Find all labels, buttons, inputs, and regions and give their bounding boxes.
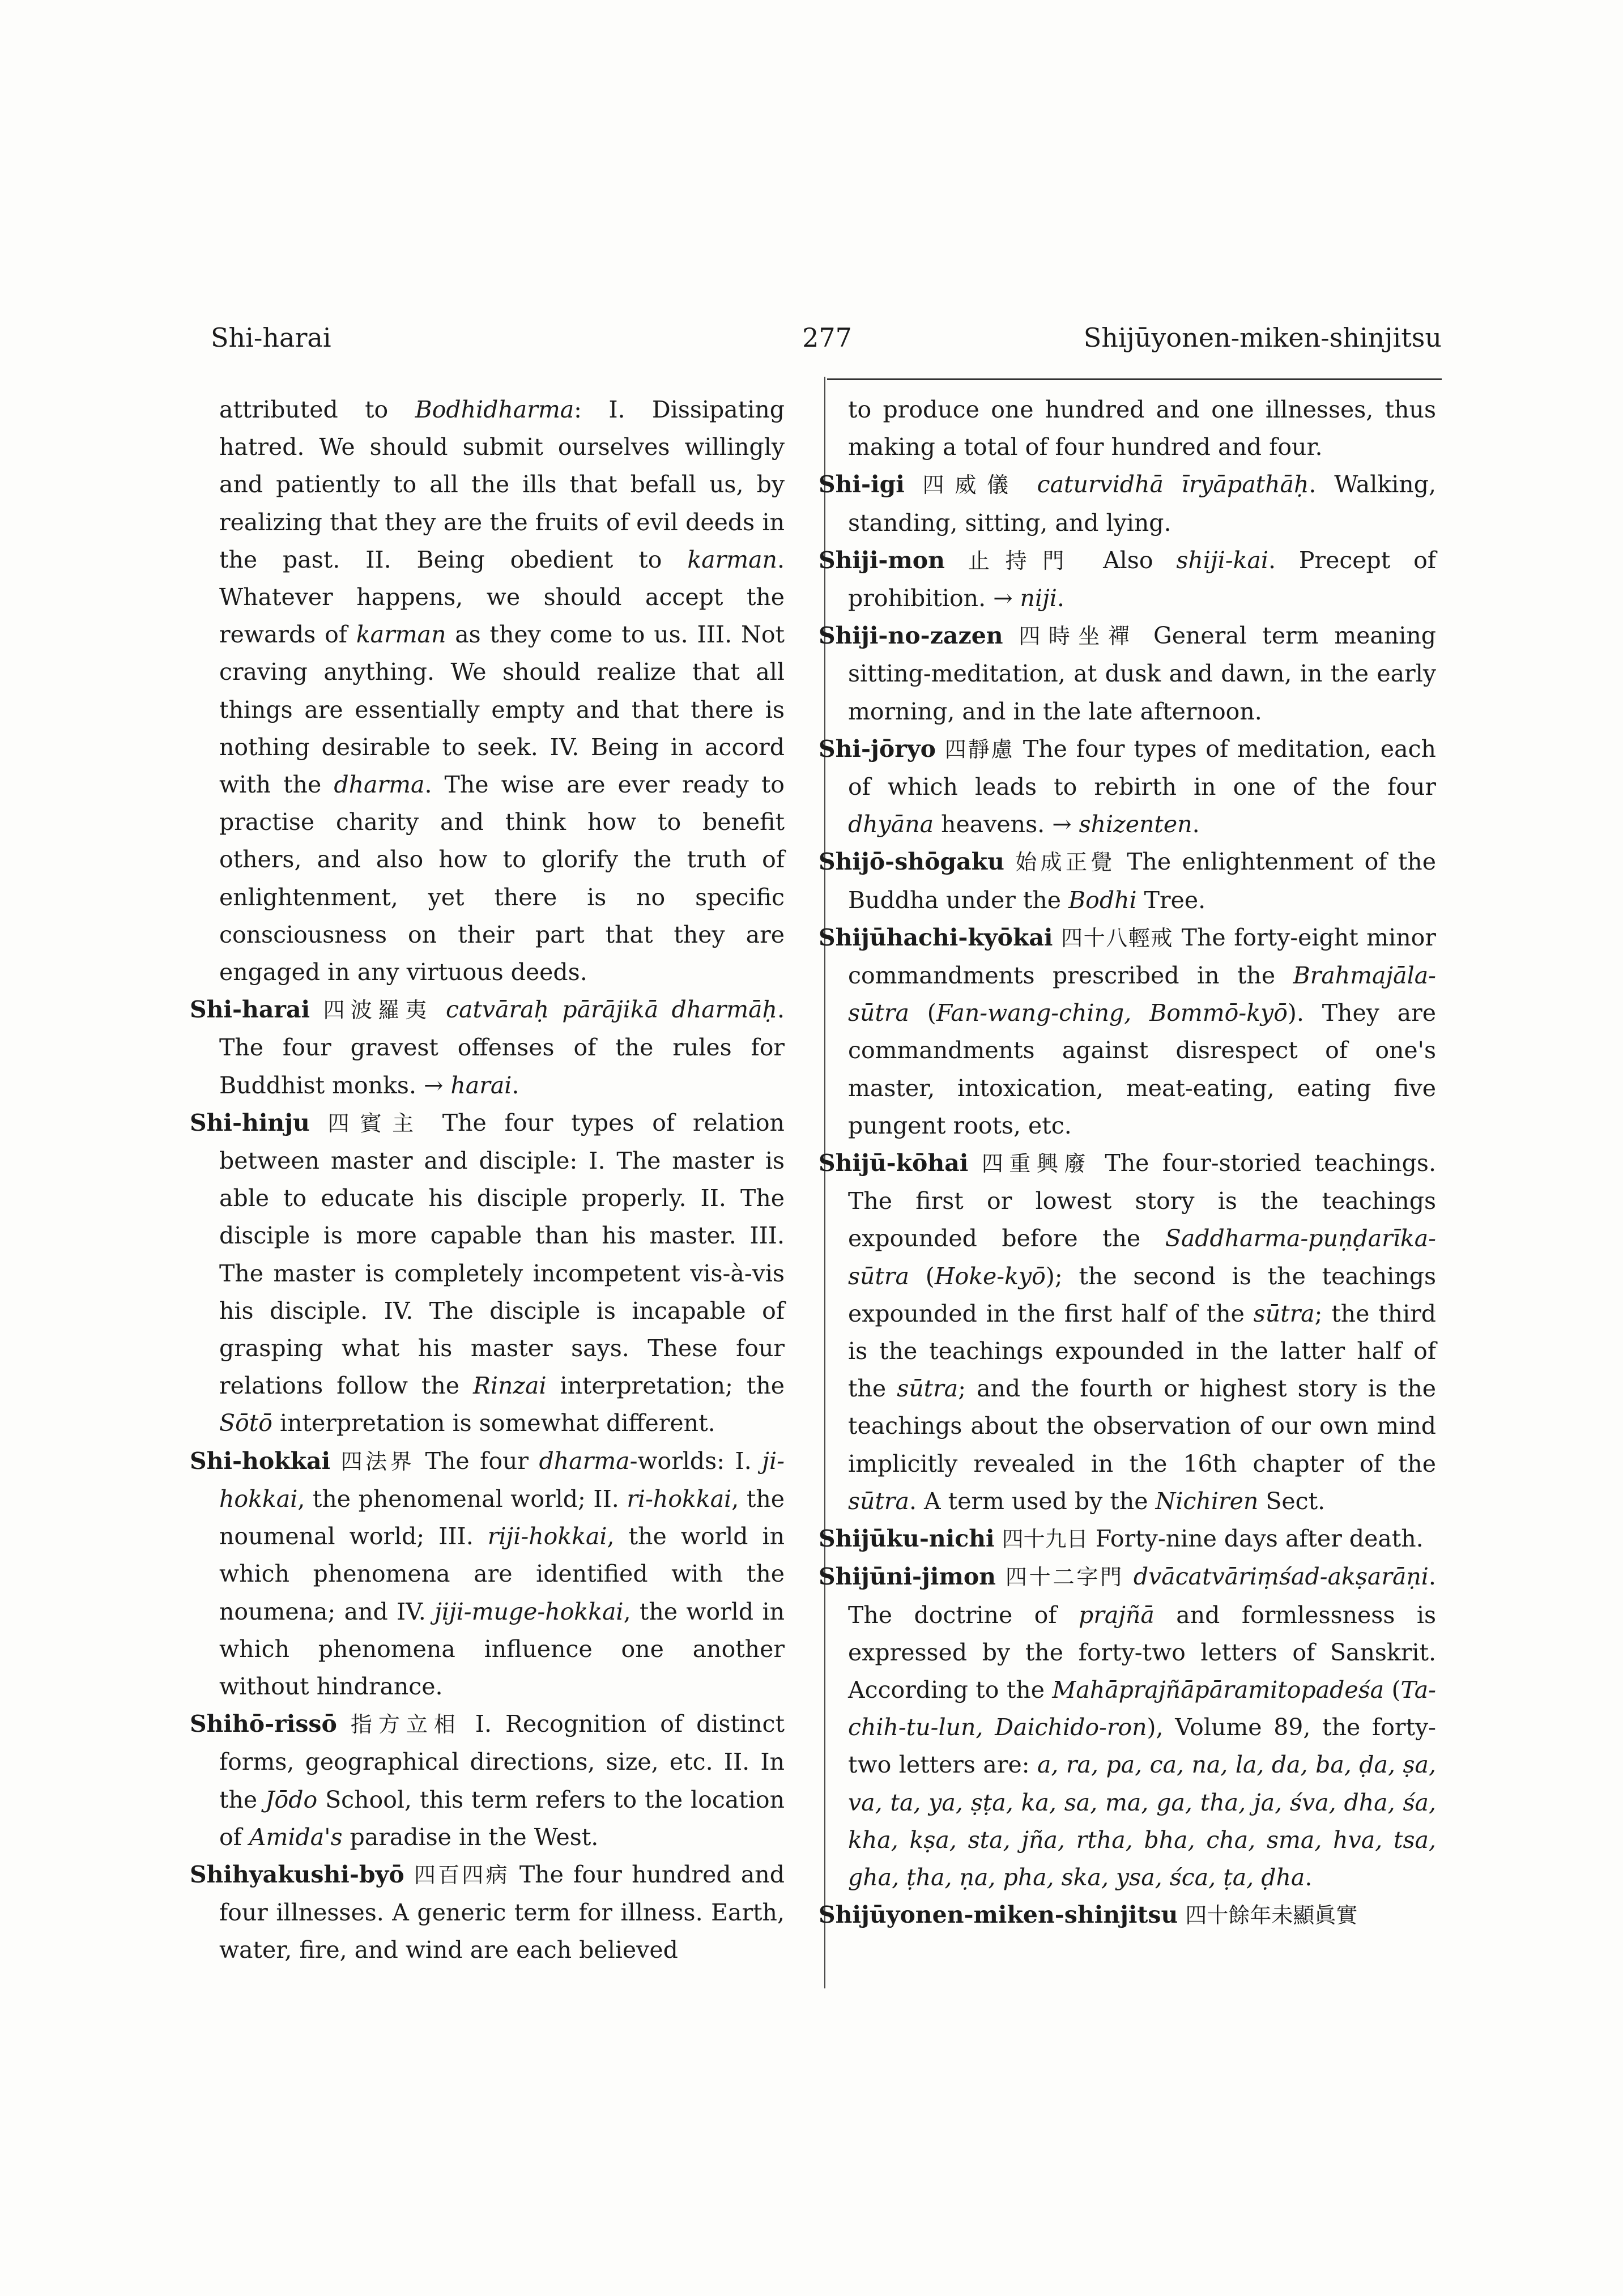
text-run: ). They are commandments against disrespect of one's master, intoxication, meat-eating, eating five pungent roots, etc. <box>848 999 1436 1139</box>
text-run: : I. Dissipating hatred. We should submit ourselves willingly and patiently to all the ills that befall us, by realizing that they are the fruits of evil deeds in the past. II. Being obedient to <box>219 396 785 573</box>
entry-kanji: 始成正覺 <box>1015 850 1116 875</box>
entry-kanji: 止持門 <box>968 548 1080 573</box>
text-run: ( <box>1384 1676 1401 1703</box>
text-run: . The wise are ever ready to practise charity and think how to benefit others, and also how to glorify the truth of enlightenment, yet there is no specific consciousness on their part that they are engaged in any virtuous deeds. <box>219 771 785 986</box>
italic-term: dharma <box>539 1447 630 1475</box>
dictionary-entry <box>819 1520 1436 1558</box>
italic-term: karman <box>356 621 446 649</box>
entry-headword: Shijūku-nichi <box>819 1525 995 1553</box>
entry-kanji: 四百四病 <box>414 1862 510 1888</box>
text-run: The four types of meditation, each of which leads to rebirth in one of the four <box>848 735 1436 801</box>
entry-headword: Shiji-no-zazen <box>819 622 1003 650</box>
entry-headword: Shihō-rissō <box>190 1710 337 1738</box>
dictionary-entry <box>819 617 1436 730</box>
text-run: . Precept of prohibition. → <box>848 546 1436 612</box>
text-run: paradise in the West. <box>342 1823 599 1851</box>
entry-kanji: 四十八輕戒 <box>1061 925 1173 951</box>
dictionary-entry <box>819 1558 1436 1896</box>
entry-headword: Shi-hokkai <box>190 1447 331 1475</box>
dictionary-entry <box>819 1144 1436 1520</box>
text-run: ; and the fourth or highest story is the teachings about the observation of our own mind implicitly revealed in the 16th chapter of the <box>848 1375 1436 1477</box>
entry-headword: Shi-igi <box>819 471 905 499</box>
text-run: The four <box>425 1447 539 1475</box>
text-run: Forty-nine days after death. <box>1095 1525 1424 1553</box>
entry-headword: Shiji-mon <box>819 546 945 574</box>
dictionary-entry <box>190 1442 785 1705</box>
italic-term: a, ra, pa, ca, na, la, da, ba, ḍa, ṣa, va, ta, ya, ṣṭa, ka, sa, ma, ga, tha, ja, śva, dha, śa, kha, kṣa, sta, jña, rtha, bha, cha, sma, hva, tsa, gha, ṭha, ṇa, pha, ska, ysa, śca, ṭa, ḍha <box>848 1751 1436 1891</box>
dictionary-entry <box>190 1705 785 1856</box>
italic-term: Nichiren <box>1155 1487 1259 1515</box>
entry-kanji: 四時坐禪 <box>1019 624 1138 649</box>
text-run: and formlessness is expressed by the forty-two letters of Sanskrit. According to the <box>848 1601 1436 1703</box>
italic-term: Rinzai <box>473 1372 547 1400</box>
text-run: . <box>1192 811 1200 838</box>
entry-kanji: 四十餘年未顯眞實 <box>1185 1903 1358 1928</box>
dictionary-entry <box>819 919 1436 1144</box>
right-column <box>819 391 1436 1934</box>
italic-term: Ta-chih-tu-lun, Daichido-ron <box>848 1676 1436 1741</box>
text-run: interpretation is somewhat different. <box>272 1409 715 1437</box>
dictionary-entry <box>819 730 1436 844</box>
text-run: ( <box>909 999 936 1027</box>
text-run: as they come to us. III. Not craving anything. We should realize that all things are essentially empty and that there is nothing desirable to seek. IV. Being in accord with the <box>219 621 785 799</box>
page-number: 277 <box>802 322 852 353</box>
entry-kanji: 四十二字門 <box>1005 1565 1124 1590</box>
dictionary-entry <box>819 1896 1436 1934</box>
text-run: ; the third is the teachings expounded in the latter half of the <box>848 1300 1436 1403</box>
entry-kanji: 四威儀 <box>922 472 1019 498</box>
text-run: . Whatever happens, we should accept the rewards of <box>219 546 785 649</box>
italic-term: caturvidhā īryāpathāḥ <box>1037 471 1309 499</box>
entry-headword: Shijūyonen-miken-shinjitsu <box>819 1901 1178 1929</box>
running-head-left: Shi-harai <box>211 322 331 353</box>
continued-text <box>819 391 1436 466</box>
italic-term: dharma <box>334 771 425 799</box>
italic-term: dvācatvāriṃśad-akṣarāṇi <box>1133 1563 1429 1591</box>
text-run: I. Recognition of distinct forms, geographical directions, size, etc. II. In the <box>219 1710 785 1813</box>
entry-headword: Shijō-shōgaku <box>819 848 1004 876</box>
text-run: The four hundred and four illnesses. A generic term for illness. Earth, water, fire, and wind are each believed <box>219 1860 785 1964</box>
dictionary-entry <box>819 466 1436 541</box>
text-run: attributed to <box>219 396 415 423</box>
italic-term: dhyāna <box>848 811 934 838</box>
italic-term: Fan-wang-ching, Bommō-kyō <box>936 999 1288 1027</box>
entry-kanji: 四賓主 <box>327 1110 424 1136</box>
italic-term: sūtra <box>1253 1300 1315 1327</box>
italic-term: prajñā <box>1078 1601 1155 1629</box>
italic-term: niji <box>1020 585 1057 612</box>
entry-headword: Shijūni-jimon <box>819 1563 996 1591</box>
running-head-right: Shijūyonen-miken-shinjitsu <box>1083 322 1442 353</box>
text-run: interpretation; the <box>546 1372 785 1400</box>
text-run: -worlds: I. <box>629 1447 762 1475</box>
dictionary-entry <box>190 1856 785 1969</box>
text-run: . <box>512 1071 519 1099</box>
italic-term: sūtra <box>897 1375 959 1403</box>
italic-term: shizenten <box>1079 811 1192 838</box>
italic-term: riji-hokkai <box>487 1523 607 1550</box>
italic-term: catvāraḥ pārājikā dharmāḥ <box>446 996 777 1024</box>
text-run: to produce one hundred and one illnesses, thus making a total of four hundred and four. <box>848 396 1436 461</box>
entry-kanji: 四重興廢 <box>981 1151 1092 1177</box>
italic-term: Sōtō <box>219 1409 272 1437</box>
dictionary-entry <box>190 1104 785 1442</box>
italic-term: shiji-kai <box>1176 546 1269 574</box>
header-rule <box>827 378 1442 380</box>
text-run: . The four gravest offenses of the rules for Buddhist monks. → <box>219 996 785 1099</box>
entry-kanji: 四法界 <box>340 1449 415 1474</box>
text-run: General term meaning sitting-meditation, at dusk and dawn, in the early morning, and in the late afternoon. <box>848 622 1436 725</box>
italic-term: ji-hokkai <box>219 1447 785 1513</box>
text-run: The four-storied teachings. The first or lowest story is the teachings expounded before the <box>848 1149 1436 1253</box>
entry-headword: Shi-hinju <box>190 1109 310 1136</box>
italic-term: ri-hokkai <box>627 1485 732 1513</box>
left-column <box>190 391 785 1969</box>
text-run: . Walking, standing, sitting, and lying. <box>848 471 1436 536</box>
entry-headword: Shi-harai <box>190 996 310 1024</box>
italic-term: Mahāprajñāpāramitopadeśa <box>1052 1676 1385 1703</box>
entry-kanji: 四靜慮 <box>944 736 1015 762</box>
italic-term: Hoke-kyō <box>934 1262 1046 1290</box>
dictionary-entry <box>190 991 785 1104</box>
text-run: Also <box>1103 546 1177 574</box>
italic-term: sūtra <box>848 1487 909 1515</box>
text-run: . The doctrine of <box>848 1563 1436 1629</box>
continued-text <box>190 391 785 991</box>
text-run: The four types of relation between master and disciple: I. The master is able to educate his disciple properly. II. The disciple is more capable than his master. III. The master is completely incompetent vis-à-vis his disciple. IV. The disciple is incapable of grasping what his master says. These four relations follow the <box>219 1109 785 1400</box>
entry-headword: Shi-jōryo <box>819 735 936 763</box>
italic-term: Saddharma-puṇḍarīka-sūtra <box>848 1225 1436 1290</box>
dictionary-entry <box>819 843 1436 918</box>
entry-kanji: 四十九日 <box>1002 1527 1088 1552</box>
text-run: ); the second is the teachings expounded in the first half of the <box>848 1262 1436 1327</box>
dictionary-entry <box>819 542 1436 617</box>
text-run: School, this term refers to the location of <box>219 1786 785 1851</box>
text-run: ( <box>909 1262 935 1290</box>
entry-kanji: 指方立相 <box>350 1712 462 1737</box>
entry-kanji: 四波羅夷 <box>323 998 433 1023</box>
italic-term: Amida's <box>249 1823 343 1851</box>
italic-term: harai <box>450 1071 512 1099</box>
text-run: , the world in which phenomena are identified with the noumena; and IV. <box>219 1523 785 1625</box>
italic-term: Bodhi <box>1068 886 1137 914</box>
text-run: heavens. → <box>934 811 1079 838</box>
text-run: Tree. <box>1136 886 1206 914</box>
text-run: ), Volume 89, the forty-two letters are: <box>848 1714 1436 1779</box>
text-run: Sect. <box>1258 1487 1326 1515</box>
italic-term: Brahmajāla-sūtra <box>848 962 1436 1027</box>
italic-term: jiji-muge-hokkai <box>434 1598 624 1625</box>
italic-term: Jōdo <box>265 1786 318 1813</box>
italic-term: Bodhidharma <box>415 396 574 423</box>
text-run: The forty-eight minor commandments prescribed in the <box>848 923 1436 990</box>
entry-headword: Shijūhachi-kyōkai <box>819 923 1053 951</box>
text-run: , the world in which phenomena influence one another without hindrance. <box>219 1598 785 1700</box>
text-run: , the noumenal world; III. <box>219 1485 785 1550</box>
italic-term: karman <box>687 546 777 573</box>
entry-headword: Shijū-kōhai <box>819 1149 969 1177</box>
text-run: , the phenomenal world; II. <box>297 1485 627 1513</box>
text-run: The enlightenment of the Buddha under the <box>848 848 1436 914</box>
text-run: . <box>1305 1863 1313 1891</box>
text-run: . <box>1057 585 1064 612</box>
entry-headword: Shihyakushi-byō <box>190 1860 404 1888</box>
text-run: . A term used by the <box>909 1487 1156 1515</box>
